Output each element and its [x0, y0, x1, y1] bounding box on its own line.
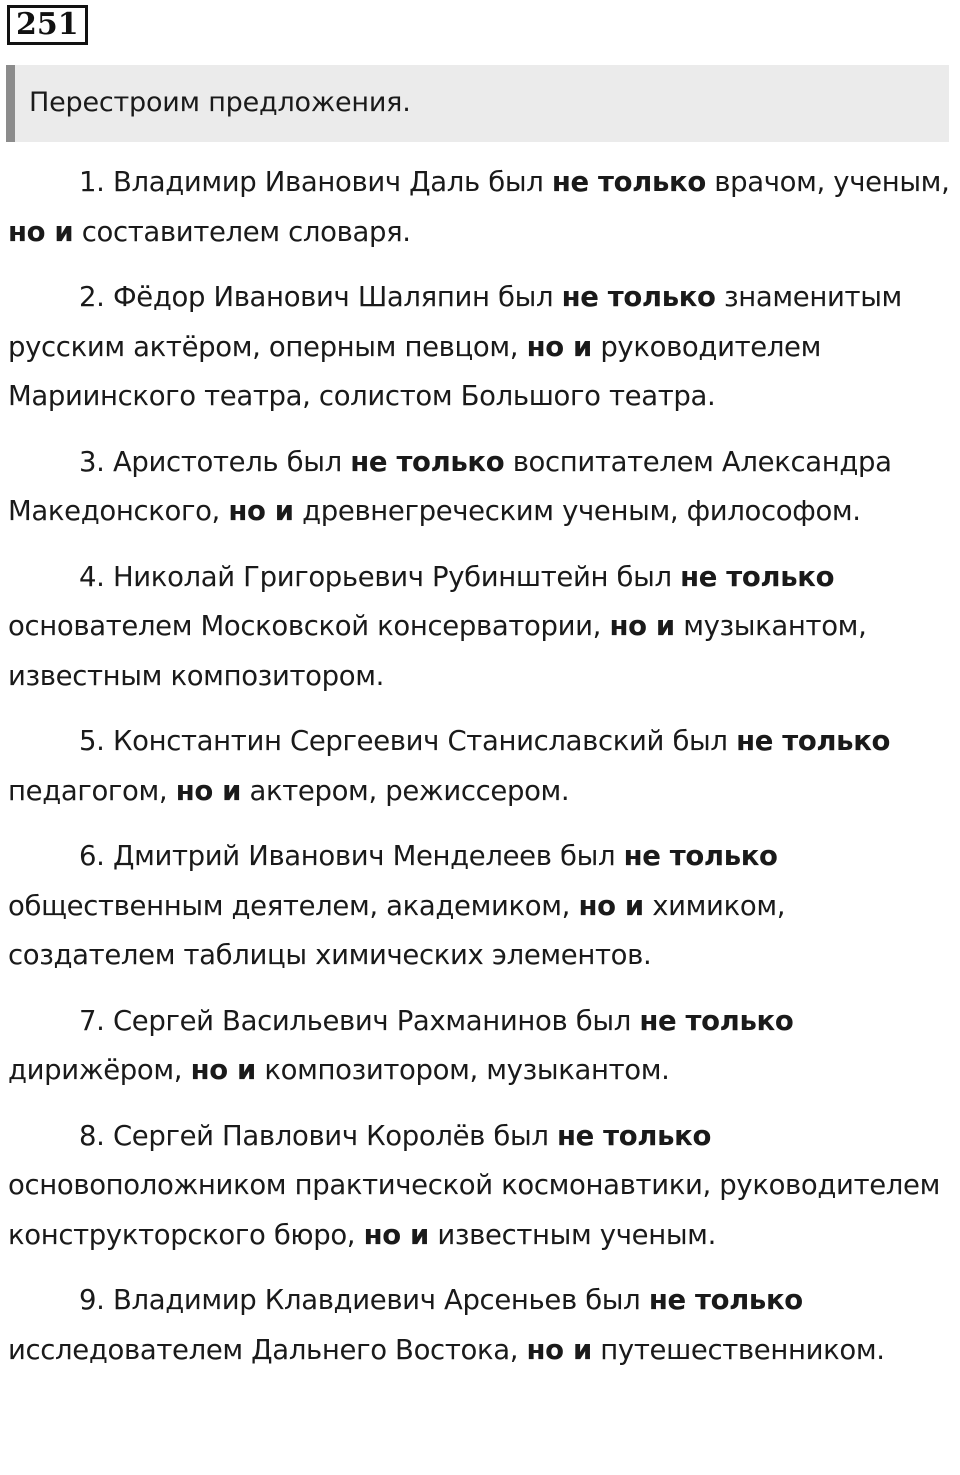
item-number: 5. [79, 725, 105, 757]
item-text-before: Аристотель был [112, 445, 342, 478]
item-text-middle: дирижёром, [8, 1054, 183, 1086]
item-text-middle: общественным деятелем, академиком, [8, 889, 571, 922]
item-text-after: химиком, создателем таблицы химических элементов. [8, 889, 786, 971]
no-i-highlight: но и [228, 495, 294, 527]
list-item [8, 1112, 954, 1261]
item-number: 7. [79, 1004, 105, 1037]
ne-tolko-highlight: не только [648, 1284, 803, 1316]
item-text-before: Владимир Иванович Даль был [112, 166, 544, 198]
ne-tolko-highlight: не только [561, 281, 716, 313]
no-i-highlight: но и [8, 215, 74, 248]
instruction-text: Перестроим предложения. [29, 87, 411, 118]
list-item [8, 553, 954, 702]
ne-tolko-highlight: не только [623, 840, 778, 872]
item-number: 9. [79, 1284, 105, 1316]
item-number: 2. [79, 281, 105, 313]
instruction-bar [6, 65, 949, 142]
item-number: 6. [79, 840, 105, 872]
item-text-after: составителем словаря. [81, 215, 411, 248]
ne-tolko-highlight: не только [680, 560, 835, 593]
item-text-after: музыкантом, известным композитором. [8, 610, 867, 692]
item-text-after: известным ученым. [437, 1218, 716, 1251]
task-number-badge: 251 [7, 5, 88, 45]
no-i-highlight: но и [526, 330, 592, 363]
item-number: 8. [79, 1119, 105, 1152]
list-item [8, 832, 954, 981]
list-item [8, 997, 954, 1096]
item-number: 3. [79, 445, 105, 478]
ne-tolko-highlight: не только [736, 725, 891, 757]
no-i-highlight: но и [175, 774, 242, 807]
item-text-before: Фёдор Иванович Шаляпин был [112, 281, 554, 313]
ne-tolko-highlight: не только [557, 1119, 711, 1152]
item-text-before: Константин Сергеевич Станиславский был [112, 725, 728, 757]
ne-tolko-highlight: не только [350, 445, 505, 478]
item-text-before: Дмитрий Иванович Менделеев был [112, 840, 616, 872]
item-text-before: Владимир Клавдиевич Арсеньев был [112, 1284, 641, 1316]
item-text-before: Николай Григорьевич Рубинштейн был [112, 560, 672, 593]
item-text-middle: основателем Московской консерватории, [8, 610, 602, 642]
ne-tolko-highlight: не только [551, 166, 706, 198]
item-text-middle: исследователем Дальнего Востока, [8, 1333, 519, 1366]
item-text-middle: педагогом, [8, 774, 168, 807]
list-item [8, 438, 954, 537]
no-i-highlight: но и [609, 610, 675, 642]
item-text-after: древнегреческим ученым, философом. [302, 495, 861, 527]
item-number: 1. [79, 166, 105, 198]
answer-list [8, 158, 954, 1391]
item-text-before: Сергей Павлович Королёв был [112, 1119, 549, 1152]
item-text-after: композитором, музыкантом. [264, 1054, 670, 1086]
no-i-highlight: но и [526, 1333, 592, 1366]
item-text-before: Сергей Васильевич Рахманинов был [112, 1004, 631, 1037]
list-item [8, 273, 954, 422]
no-i-highlight: но и [578, 889, 644, 922]
list-item [8, 158, 954, 257]
ne-tolko-highlight: не только [639, 1004, 794, 1037]
item-text-middle: врачом, ученым, [714, 166, 950, 198]
item-text-middle: знаменитым русским актёром, оперным певцом, [8, 281, 902, 363]
item-text-middle: воспитателем Александра Македонского, [8, 445, 892, 527]
no-i-highlight: но и [363, 1218, 429, 1251]
item-text-after: путешественником. [600, 1333, 885, 1366]
list-item [8, 717, 954, 816]
list-item [8, 1276, 954, 1375]
no-i-highlight: но и [190, 1054, 256, 1086]
item-text-after: актером, режиссером. [249, 774, 570, 807]
item-text-after: руководителем Мариинского театра, солистом Большого театра. [8, 330, 822, 412]
item-text-middle: основоположником практической космонавтики, руководителем конструкторского бюро, [8, 1169, 940, 1251]
item-number: 4. [79, 560, 105, 593]
